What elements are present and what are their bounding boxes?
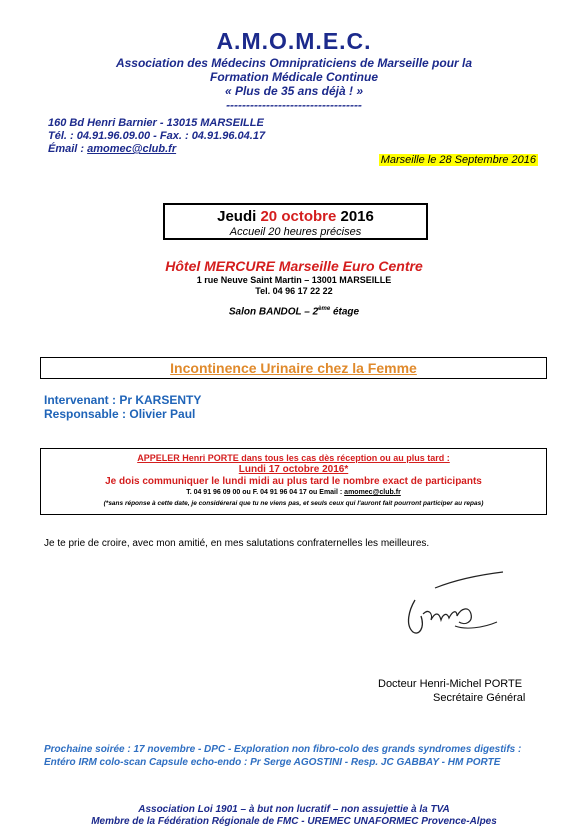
rsvp-participants-note: Je dois communiquer le lundi midi au plus tard le nombre exact de participants xyxy=(105,476,482,487)
event-date xyxy=(165,208,426,225)
event-date-prefix: Jeudi xyxy=(217,208,261,225)
hotel-name: Hôtel MERCURE Marseille Euro Centre xyxy=(165,258,423,274)
rsvp-email-link[interactable]: amomec@club.fr xyxy=(344,489,401,496)
handwritten-signature xyxy=(395,570,510,640)
hotel-address: 1 rue Neuve Saint Martin – 13001 MARSEILLE xyxy=(196,275,392,285)
topic-title: Incontinence Urinaire chez la Femme xyxy=(170,360,417,376)
contact-phone: Tél. : 04.91.96.09.00 - Fax. : 04.91.96.04.17 xyxy=(48,130,266,142)
rsvp-instruction: APPELER Henri PORTE dans tous les cas dès réception ou au plus tard : xyxy=(137,453,450,463)
rsvp-footnote: (*sans réponse à cette date, je considérerai que tu ne viens pas, et seuls ceux qui l'auront fait pourront participer au repas) xyxy=(103,500,484,507)
footer-line-1: Association Loi 1901 – à but non lucratif – non assujettie à la TVA xyxy=(138,804,450,815)
topic-box xyxy=(40,357,547,379)
event-welcome-time: Accueil 20 heures précises xyxy=(229,226,362,238)
salon-location xyxy=(0,306,588,317)
signatory-name: Docteur Henri-Michel PORTE xyxy=(378,678,523,690)
hotel-phone: Tel. 04 96 17 22 22 xyxy=(255,286,333,296)
rsvp-contact xyxy=(41,489,546,496)
org-name-line-1: Association des Médecins Omnipraticiens de Marseille pour la xyxy=(115,56,473,70)
speaker-responsable: Responsable : Olivier Paul xyxy=(44,407,196,421)
contact-address: 160 Bd Henri Barnier - 13015 MARSEILLE xyxy=(48,117,264,129)
signatory-role: Secrétaire Général xyxy=(433,692,526,704)
next-event-line-2: Entéro IRM colo-scan Capsule echo-endo : Pr Serge AGOSTINI - Resp. JC GABBAY - HM PORTE xyxy=(44,757,501,768)
event-date-box xyxy=(163,203,428,240)
rsvp-deadline: Lundi 17 octobre 2016* xyxy=(238,464,349,475)
org-name-line-2: Formation Médicale Continue xyxy=(209,70,378,84)
contact-email-link[interactable]: amomec@club.fr xyxy=(87,143,177,155)
event-date-suffix: 2016 xyxy=(336,208,374,225)
salon-suffix: étage xyxy=(330,306,360,318)
next-event-line-1: Prochaine soirée : 17 novembre - DPC - Exploration non fibro-colo des grands syndromes digestifs : xyxy=(44,744,522,755)
letter-date: Marseille le 28 Septembre 2016 xyxy=(380,154,536,166)
rsvp-box xyxy=(40,448,547,515)
speaker-intervenant: Intervenant : Pr KARSENTY xyxy=(44,393,202,407)
event-date-highlight: 20 octobre xyxy=(260,208,337,225)
contact-email xyxy=(48,143,176,156)
closing-salutation: Je te prie de croire, avec mon amitié, en mes salutations confraternelles les meilleures. xyxy=(44,538,430,549)
header-divider: ---------------------------------- xyxy=(226,98,362,112)
salon-prefix: Salon BANDOL – 2 xyxy=(228,306,319,318)
contact-email-label: Émail : xyxy=(48,143,88,155)
rsvp-contact-text: T. 04 91 96 09 00 ou F. 04 91 96 04 17 ou Email : xyxy=(186,489,345,496)
footer-line-2: Membre de la Fédération Régionale de FMC - UREMEC UNAFORMEC Provence-Alpes xyxy=(91,816,497,827)
salon-sup: ème xyxy=(318,306,331,312)
org-tagline: « Plus de 35 ans déjà ! » xyxy=(224,84,364,98)
organization-title: A.M.O.M.E.C. xyxy=(216,28,372,54)
